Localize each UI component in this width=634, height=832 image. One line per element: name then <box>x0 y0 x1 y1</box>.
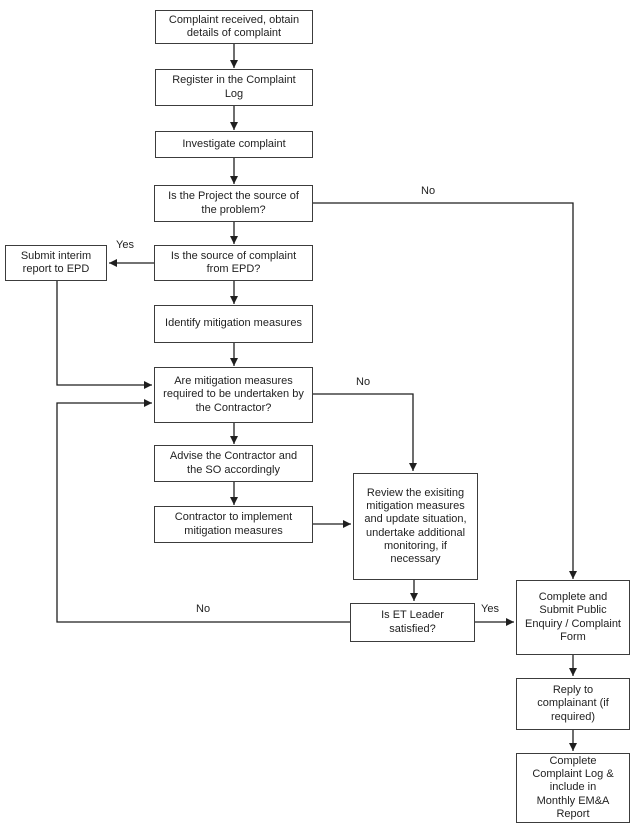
edge-label-satisfied-no: No <box>196 603 211 615</box>
node-complaint-received: Complaint received, obtain details of complaint <box>155 10 313 44</box>
node-et-leader-satisfied: Is ET Leader satisfied? <box>350 603 475 642</box>
node-is-project-source: Is the Project the source of the problem? <box>154 185 313 222</box>
edge-interim-report-to-mitigation-required <box>57 281 152 385</box>
node-is-source-epd: Is the source of complaint from EPD? <box>154 245 313 281</box>
edge-label-project-source-no: No <box>421 185 436 197</box>
node-contractor-implement: Contractor to implement mitigation measures <box>154 506 313 543</box>
node-register-complaint-log: Register in the Complaint Log <box>155 69 313 106</box>
node-submit-interim-report: Submit interim report to EPD <box>5 245 107 281</box>
edge-mitigation-required-no-to-review <box>313 394 413 471</box>
node-mitigation-required: Are mitigation measures required to be undertaken by the Contractor? <box>154 367 313 423</box>
edge-label-mitigation-required-no: No <box>356 376 371 388</box>
node-identify-mitigation: Identify mitigation measures <box>154 305 313 343</box>
node-review-mitigation: Review the exisiting mitigation measures and update situation, undertake additional monitoring, if necessary <box>353 473 478 580</box>
edge-label-epd-source-yes: Yes <box>116 239 134 251</box>
node-complete-submit-form: Complete and Submit Public Enquiry / Complaint Form <box>516 580 630 655</box>
edge-label-satisfied-yes: Yes <box>481 603 499 615</box>
node-complete-complaint-log: Complete Complaint Log & include in Monthly EM&A Report <box>516 753 630 823</box>
node-reply-complainant: Reply to complainant (if required) <box>516 678 630 730</box>
node-advise-contractor: Advise the Contractor and the SO accordingly <box>154 445 313 482</box>
node-investigate-complaint: Investigate complaint <box>155 131 313 158</box>
